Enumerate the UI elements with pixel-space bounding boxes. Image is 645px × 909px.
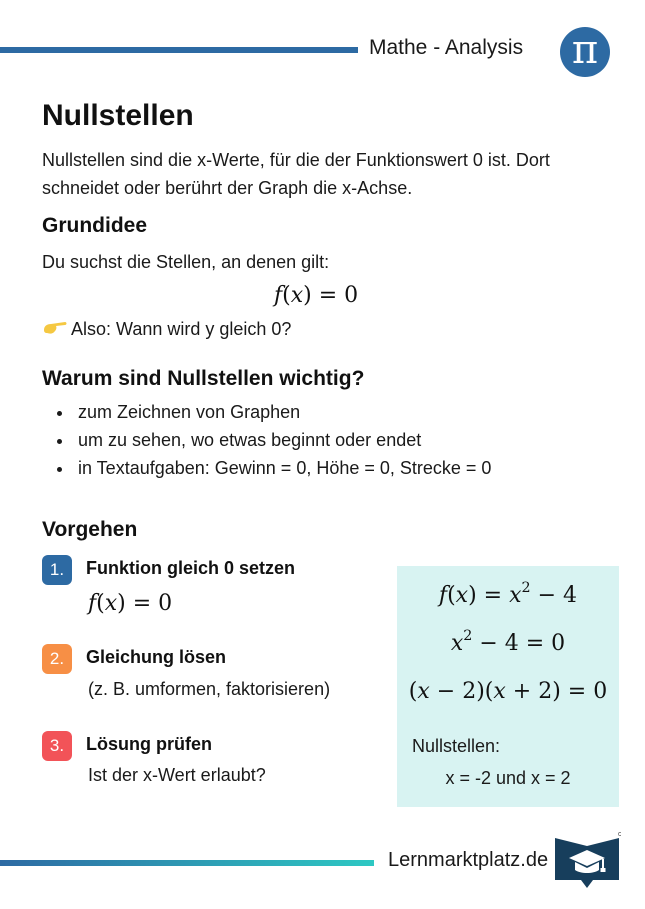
example-result: x = -2 und x = 2 [445, 768, 571, 788]
step-2-title: Gleichung lösen [86, 647, 227, 667]
header-divider [0, 47, 358, 53]
vorgehen-heading: Vorgehen [42, 518, 138, 541]
grundidee-hint: Also: Wann wird y gleich 0? [71, 319, 292, 339]
step-2-badge: 2. [42, 644, 72, 674]
footer-brand: Lernmarktplatz.de [388, 849, 549, 871]
grundidee-heading: Grundidee [42, 214, 148, 237]
subject-title: Mathe - Analysis [369, 36, 524, 59]
list-item: • um zu sehen, wo etwas beginnt oder endet [74, 426, 491, 454]
step-3-title: Lösung prüfen [86, 734, 212, 754]
list-item: • in Textaufgaben: Gewinn = 0, Höhe = 0, Strecke = 0 [74, 454, 491, 482]
step-1-formula: f(x) = 0 [88, 591, 173, 616]
page-title: Nullstellen [42, 99, 194, 132]
example-line-2: $x^2 - 4 = 0$ [450, 628, 566, 656]
example-box [397, 566, 619, 807]
grundidee-text: Du suchst die Stellen, an denen gilt: [42, 252, 330, 272]
grundidee-formula: f(x) = 0 [274, 283, 359, 308]
example-result-label: Nullstellen: [412, 736, 501, 756]
pointing-hand-icon [42, 317, 68, 339]
wichtig-list [50, 398, 491, 482]
book-graduation-cap-icon [553, 832, 621, 892]
footer-divider [0, 860, 374, 866]
step-3-badge: 3. [42, 731, 72, 761]
step-3-detail: Ist der x-Wert erlaubt? [88, 765, 266, 785]
step-2-detail: (z. B. umformen, faktorisieren) [88, 679, 331, 699]
list-item: • zum Zeichnen von Graphen [74, 398, 491, 426]
intro-text: Nullstellen sind die x-Werte, für die der Funktionswert 0 ist. Dort schneidet oder berührt der Graph die x-Achse. [42, 150, 550, 198]
wichtig-heading: Warum sind Nullstellen wichtig? [42, 367, 365, 390]
example-line-1: $f(x) = x^2 - 4$ [438, 580, 578, 608]
step-1-badge: 1. [42, 555, 72, 585]
step-1-title: Funktion gleich 0 setzen [86, 558, 296, 578]
pi-icon: π [560, 27, 610, 77]
example-line-3: (x − 2)(x + 2) = 0 [408, 679, 608, 704]
